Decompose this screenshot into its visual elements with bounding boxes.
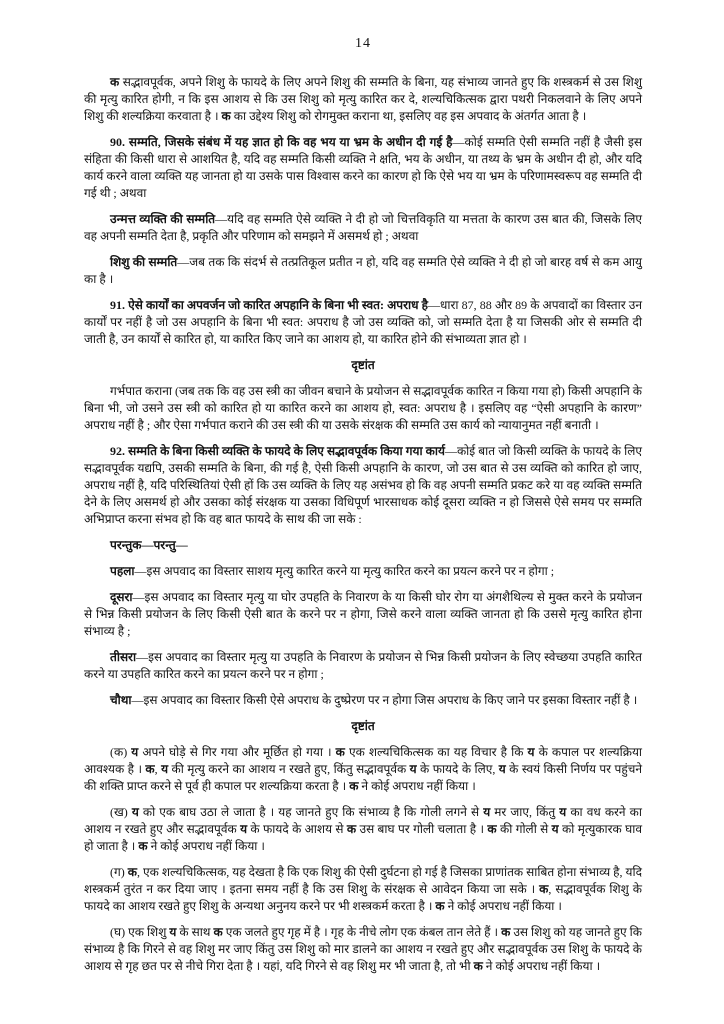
bold-text-run: परन्तुक—परन्तु— — [110, 538, 188, 552]
text-run: के स्वयं किसी निर्णय पर पहुंचने की शक्ति प्राप्त करने से पूर्व ही कपाल पर शल्यक्रिया करता है । — [84, 762, 642, 793]
text-run: को एक बाघ उठा ले जाता है । यह जानते हुए कि संभाव्य है कि गोली लगने से — [138, 805, 484, 819]
text-run: , — [154, 762, 162, 776]
bold-text-run: उन्मत्त व्यक्ति की सम्मति — [110, 212, 216, 226]
text-run: का उद्देश्य शिशु को रोगमुक्त कराना था, इसलिए वह इस अपवाद के अंतर्गत आता है । — [230, 109, 587, 123]
text-run: —इस अपवाद का विस्तार साशय मृत्यु कारित करने या मृत्यु कारित करने का प्रयत्न करने पर न होगा ; — [134, 564, 555, 578]
paragraph — [84, 649, 642, 683]
bold-text-run: दूसरा — [110, 590, 133, 604]
bold-text-run: दृष्टांत — [351, 719, 375, 733]
text-run: —यदि वह सम्मति ऐसे व्यक्ति ने दी हो जो चित्तविकृति या मत्तता के कारण उस बात की, जिसके लिए वह अपनी सम्मति देता है, प्रकृति और परिणाम को समझने में असमर्थ हो ; अथवा — [84, 212, 642, 243]
bold-text-run: पहला — [110, 564, 135, 578]
bold-text-run: य — [559, 805, 567, 819]
text-run: सद्भावपूर्वक, अपने शिशु के फायदे के लिए अपने शिशु की सम्मति के बिना, यह संभाव्य जानते हुए कि शस्त्रकर्म से उस शिशु की मृत्यु कारित होगी, न कि इस आशय से कि उस शिशु को मृत्यु कारित कर दे, शल्यचिकित्सक द्वारा पथरी निकलवाने के लिए अपने शिशु की शल्यक्रिया करवाता है । — [84, 75, 642, 123]
bold-text-run: क — [138, 839, 148, 853]
bold-text-run: क — [473, 959, 483, 973]
text-run: उस बाघ पर गोली चलाता है । — [356, 822, 488, 836]
bold-text-run: 90. सम्मति, जिसके संबंध में यह ज्ञात हो कि वह भय या भ्रम के अधीन दी गई है — [110, 135, 453, 149]
bold-text-run: क — [435, 899, 445, 913]
text-run: एक शल्यचिकित्सक का यह विचार है कि — [344, 745, 528, 759]
bold-text-run: क — [349, 779, 359, 793]
bold-text-run: क — [346, 822, 357, 836]
text-run: की गोली से — [496, 822, 552, 836]
text-run: ने कोई अपराध नहीं किया । — [444, 899, 562, 913]
text-run: —धारा 87, 88 और 89 के अपवादों का विस्तार उन कार्यों पर नहीं है जो उस अपहानि के बिना भी स्वत: अपराध है जो उस व्यक्ति को, जो सम्मति देता है या जिसकी ओर से सम्मति दी जाती है, उन कार्यों से कारित हो, या कारित किए जाने का आशय हो, या कारित होने की संभाव्यता ज्ञात हो । — [84, 298, 643, 346]
bold-text-run: य — [161, 762, 169, 776]
text-run: (क) — [110, 745, 132, 759]
bold-text-run: य — [169, 925, 177, 939]
bold-text-run: य — [498, 762, 506, 776]
text-run: गर्भपात कराना (जब तक कि वह उस स्त्री का जीवन बचाने के प्रयोजन से सद्भावपूर्वक कारित न किया गया हो) किसी अपहानि के बिना भी, जो उसने उस स्त्री को कारित हो या कारित करने का आशय हो, स्वत: अपराध है । इसलिए वह “ऐसी अपहानि के कारण” अपराध नहीं है ; और ऐसा गर्भपात कराने की उस स्त्री की या उसके संरक्षक की सम्मति उस कार्य को न्यायानुमत नहीं बनाती । — [84, 384, 642, 432]
bold-text-run: क — [145, 762, 155, 776]
text-run: का वध करने का आशय न रखते हुए और सद्भावपूर्वक — [84, 805, 642, 836]
paragraph — [84, 134, 642, 202]
text-run: को मृत्युकारक घाव हो जाता है । — [84, 822, 642, 853]
text-run: अपने घोड़े से गिर गया और मूर्छित हो गया । — [138, 745, 336, 759]
text-run: के फायदे के आशय से — [247, 822, 347, 836]
text-run: —इस अपवाद का विस्तार मृत्यु या घोर उपहति के निवारण के या किसी घोर रोग या अंगशैथिल्य से मुक्त करने के प्रयोजन से भिन्न किसी प्रयोजन के लिए किसी ऐसी बात के करने पर न होगा, जिसे करने वाला व्यक्ति जानता हो कि उससे मृत्यु कारित होना संभाव्य है ; — [84, 590, 642, 638]
bold-text-run: य — [131, 805, 139, 819]
illustration-heading — [84, 357, 642, 374]
text-run: ने कोई अपराध नहीं किया । — [147, 839, 265, 853]
bold-text-run: क — [539, 882, 549, 896]
text-run: के कपाल पर शल्यक्रिया आवश्यक है । — [84, 745, 643, 776]
bold-text-run: क — [221, 109, 231, 123]
bold-text-run: क — [213, 925, 223, 939]
text-run: (घ) एक शिशु — [110, 925, 170, 939]
bold-text-run: क — [335, 745, 345, 759]
bold-text-run: य — [131, 745, 139, 759]
text-run: के साथ — [176, 925, 214, 939]
paragraph — [84, 537, 642, 554]
text-run: मर जाए, किंतु — [490, 805, 560, 819]
text-run: , सद्भावपूर्वक शिशु के फायदे का आशय रखते हुए शिशु के अन्यथा अनुनय करने पर भी शस्त्रकर्म करता है । — [84, 882, 642, 913]
bold-text-run: 92. सम्मति के बिना किसी व्यक्ति के फायदे के लिए सद्भावपूर्वक किया गया कार्य — [110, 444, 445, 458]
bold-text-run: दृष्टांत — [351, 358, 375, 372]
paragraph — [84, 563, 642, 580]
bold-text-run: क — [487, 822, 497, 836]
bold-text-run: य — [409, 762, 417, 776]
bold-text-run: क — [501, 925, 511, 939]
text-run: —इस अपवाद का विस्तार मृत्यु या उपहति के निवारण के प्रयोजन से भिन्न किसी प्रयोजन के लिए स्वेच्छया उपहति कारित करने या उपहति कारित करने का प्रयत्न करने पर न होगा ; — [84, 650, 642, 681]
paragraph — [84, 211, 642, 245]
document-body — [84, 74, 642, 975]
paragraph — [84, 924, 642, 975]
text-run: , एक शल्यचिकित्सक, यह देखता है कि एक शिशु की ऐसी दुर्घटना हो गई है जिसका प्राणांतक साबित होना संभाव्य है, यदि शस्त्रकर्म तुरंत न कर दिया जाए । इतना समय नहीं है कि उस शिशु के संरक्षक से आवेदन किया जा सके । — [84, 865, 642, 896]
bold-text-run: तीसरा — [110, 650, 137, 664]
paragraph — [84, 804, 642, 855]
text-run: एक जलते हुए गृह में है । गृह के नीचे लोग एक कंबल तान लेते हैं । — [222, 925, 502, 939]
bold-text-run: 91. ऐसे कार्यों का अपवर्जन जो कारित अपहानि के बिना भी स्वत: अपराध है — [110, 298, 428, 312]
paragraph — [84, 744, 642, 795]
text-run: के फायदे के लिए, — [416, 762, 499, 776]
text-run: ने कोई अपराध नहीं किया । — [482, 959, 601, 973]
bold-text-run: य — [551, 822, 559, 836]
text-run: —जब तक कि संदर्भ से तत्प्रतिकूल प्रतीत न हो, यदि वह सम्मति ऐसे व्यक्ति ने दी हो जो बारह वर्ष से कम आयु का है । — [84, 255, 642, 286]
text-run: —कोई बात जो किसी व्यक्ति के फायदे के लिए सद्भावपूर्वक यद्यपि, उसकी सम्मति के बिना, की गई है, ऐसी किसी अपहानि के कारण, जो उस बात से उस व्यक्ति को कारित हो जाए, अपराध नहीं है, यदि परिस्थितियां ऐसी हों कि उस व्यक्ति के लिए यह असंभव हो कि वह अपनी सम्मति प्रकट करे या वह व्यक्ति सम्मति देने के लिए असमर्थ हो और उसका कोई संरक्षक या उसका विधिपूर्ण भारसाधक कोई दूसरा व्यक्ति न हो जिससे ऐसे समय पर सम्मति अभिप्राप्त करना संभव हो कि वह बात फायदे के साथ की जा सके : — [84, 444, 642, 526]
bold-text-run: चौथा — [110, 693, 132, 707]
paragraph — [84, 74, 642, 125]
bold-text-run: क — [110, 75, 120, 89]
text-run: —इस अपवाद का विस्तार किसी ऐसे अपराध के दुष्प्रेरण पर न होगा जिस अपराध के किए जाने पर इसका विस्तार नहीं है । — [131, 693, 638, 707]
text-run: उस शिशु को यह जानते हुए कि संभाव्य है कि गिरने से वह शिशु मर जाए किंतु उस शिशु को मार डालने का आशय न रखते हुए और सद्भावपूर्वक उस शिशु के फायदे के आशय से गृह छत पर से नीचे गिरा देता है । यहां, यदि गिरने से वह शिशु मर भी जाता है, तो भी — [84, 925, 642, 973]
bold-text-run: य — [483, 805, 491, 819]
text-run: की मृत्यु करने का आशय न रखते हुए, किंतु सद्भावपूर्वक — [168, 762, 410, 776]
text-run: (ग) — [110, 865, 128, 879]
paragraph — [84, 589, 642, 640]
page-number: 14 — [355, 36, 371, 51]
bold-text-run: शिशु की सम्मति — [110, 255, 178, 269]
paragraph — [84, 383, 642, 434]
text-run: —कोई सम्मति ऐसी सम्मति नहीं है जैसी इस संहिता की किसी धारा से आशयित है, यदि वह सम्मति किसी व्यक्ति ने क्षति, भय के अधीन, या तथ्य के भ्रम के अधीन दी हो, और यदि कार्य करने वाला व्यक्ति यह जानता हो या उसके पास विश्वास करने का कारण हो कि ऐसे भय या भ्रम के परिणामस्वरूप वह सम्मति दी गई थी ; अथवा — [84, 135, 642, 200]
paragraph — [84, 443, 642, 528]
bold-text-run: य — [240, 822, 248, 836]
text-run: (ख) — [110, 805, 132, 819]
bold-text-run: क — [127, 865, 137, 879]
illustration-heading — [84, 718, 642, 735]
text-run: ने कोई अपराध नहीं किया । — [358, 779, 476, 793]
paragraph — [84, 864, 642, 915]
paragraph — [84, 692, 642, 709]
paragraph — [84, 254, 642, 288]
paragraph — [84, 297, 642, 348]
bold-text-run: य — [527, 745, 535, 759]
